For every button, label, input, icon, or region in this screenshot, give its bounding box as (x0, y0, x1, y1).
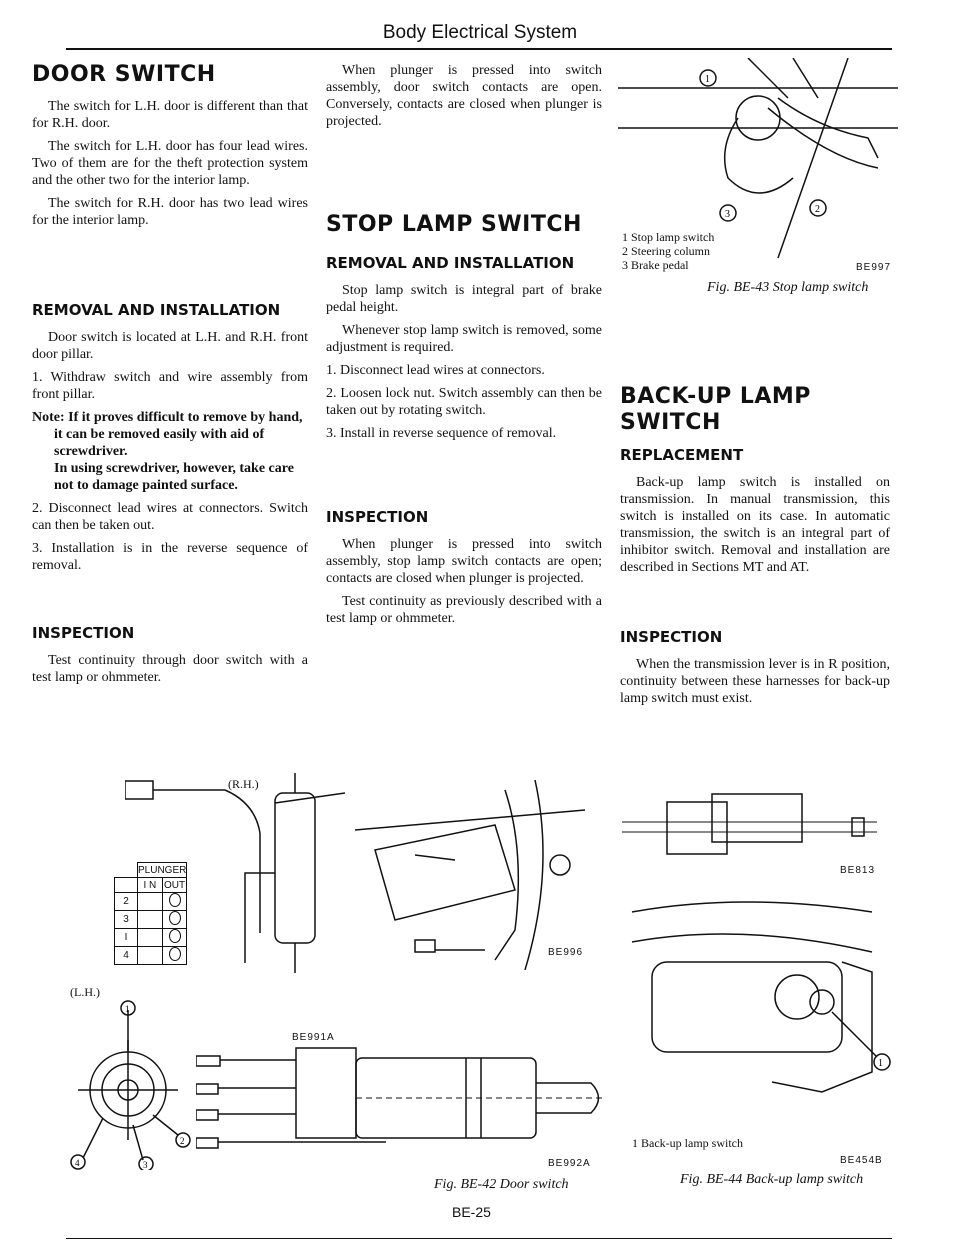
callout-1: 1 (878, 1058, 883, 1069)
row-label-3: I (115, 929, 138, 947)
plunger-header: PLUNGER (138, 864, 187, 876)
inspection-title: INSPECTION (32, 624, 135, 642)
stop-removal-p1: Stop lamp switch is integral part of brake pedal height. (326, 283, 602, 315)
out-label: OUT (163, 879, 186, 891)
callout-1: 1 (125, 1004, 130, 1014)
stop-step-3: 3. Install in reverse sequence of removal. (326, 426, 557, 441)
stop-step-1: 1. Disconnect lead wires at connectors. (326, 363, 545, 378)
in-label: I N (138, 878, 163, 893)
stop-inspection-p2: Test continuity as previously described with a test lamp or ohmmeter. (326, 594, 602, 626)
stop-removal-title: REMOVAL AND INSTALLATION (326, 254, 575, 272)
door-switch-intro-2: The switch for L.H. door has four lead wires. Two of them are for the theft protection system and the other two for the interior lamp. (32, 139, 308, 188)
continuity-circle (169, 947, 181, 961)
lh-switch-side-view (196, 1038, 616, 1158)
stop-step-2: 2. Loosen lock nut. Switch assembly can then be taken out by rotating switch. (326, 386, 602, 418)
continuity-circle (169, 929, 181, 943)
removal-title: REMOVAL AND INSTALLATION (32, 301, 281, 319)
plunger-table (114, 862, 187, 965)
callout-3: 3 (143, 1160, 148, 1170)
door-pillar-illustration (355, 780, 605, 970)
stop-lamp-title: STOP LAMP SWITCH (326, 212, 582, 237)
backup-lamp-switch-illustration (622, 882, 892, 1122)
fig42-caption: Fig. BE-42 Door switch (434, 1177, 569, 1192)
be996-code: BE996 (548, 947, 584, 958)
continuity-circle (169, 893, 181, 907)
callout-3: 3 (725, 209, 730, 220)
continuity-circle (169, 911, 181, 925)
header-rule (66, 48, 892, 50)
be991a-code: BE991A (292, 1032, 335, 1043)
backup-lamp-section (620, 384, 890, 713)
stop-removal-p2: Whenever stop lamp switch is removed, some adjustment is required. (326, 323, 602, 355)
row-label-2: 3 (115, 911, 138, 929)
fig44-code: BE454B (840, 1155, 883, 1166)
stop-lamp-column (326, 62, 602, 633)
fig43-code: BE997 (856, 262, 892, 273)
fig43-legend-2: 2 Steering column (622, 244, 710, 258)
replacement-text: Back-up lamp switch is installed on transmission. In manual transmission, this switch is installed on its case. In automatic transmission, the switch is an integral part of inhibitor switch. Removal and installation are described in Sections MT and AT. (620, 475, 890, 575)
be992a-code: BE992A (548, 1158, 591, 1169)
removal-step-1: 1. Withdraw switch and wire assembly from front pillar. (32, 370, 308, 402)
backup-switch-diagram (622, 792, 882, 864)
note-line-2: In using screwdriver, however, take care not to damage painted surface. (54, 461, 294, 493)
removal-step-3: 3. Installation is in the reverse sequence of removal. (32, 541, 308, 573)
backup-inspection-text: When the transmission lever is in R position, continuity between these harnesses for back-up lamp switch must exist. (620, 657, 890, 706)
note-line-1: If it proves difficult to remove by hand, it can be removed easily with aid of screwdriver. (54, 410, 303, 459)
door-switch-intro-3: The switch for R.H. door has two lead wires for the interior lamp. (32, 196, 308, 228)
be813-code: BE813 (840, 865, 876, 876)
fig44-caption: Fig. BE-44 Back-up lamp switch (680, 1172, 864, 1187)
page-header: Body Electrical System (382, 22, 578, 43)
fig43-caption: Fig. BE-43 Stop lamp switch (707, 280, 869, 295)
row-label-1: 2 (115, 893, 138, 911)
page-number: BE-25 (452, 1204, 491, 1220)
footer-rule (66, 1238, 892, 1239)
fig43-legend (622, 230, 714, 272)
stop-inspection-title: INSPECTION (326, 508, 429, 526)
door-switch-intro-1: The switch for L.H. door is different than that for R.H. door. (32, 99, 308, 131)
backup-title: BACK-UP LAMP SWITCH (620, 384, 811, 435)
note-label: Note: (32, 410, 65, 425)
row-label-4: 4 (115, 947, 138, 965)
fig44-legend: 1 Back-up lamp switch (632, 1136, 743, 1150)
stop-inspection-p1: When plunger is pressed into switch assembly, stop lamp switch contacts are open; contacts are closed when plunger is projected. (326, 537, 602, 586)
removal-step-2: 2. Disconnect lead wires at connectors. Switch can then be taken out. (32, 501, 308, 533)
door-switch-title: DOOR SWITCH (32, 62, 216, 87)
removal-note (32, 409, 308, 494)
callout-4: 4 (75, 1158, 80, 1168)
callout-1: 1 (705, 74, 710, 85)
callout-2: 2 (815, 204, 820, 215)
callout-2: 2 (180, 1136, 185, 1146)
fig43-legend-1: 1 Stop lamp switch (622, 230, 715, 244)
rh-label: (R.H.) (228, 777, 259, 791)
inspection-text: Test continuity through door switch with a test lamp or ohmmeter. (32, 653, 308, 685)
replacement-title: REPLACEMENT (620, 446, 744, 464)
fig43-legend-3: 3 Brake pedal (622, 258, 689, 272)
door-switch-continuation: When plunger is pressed into switch assembly, door switch contacts are open. Conversely, contacts are closed when plunger is projected. (326, 63, 602, 129)
door-switch-section (32, 62, 308, 692)
removal-intro: Door switch is located at L.H. and R.H. front door pillar. (32, 330, 308, 362)
backup-inspection-title: INSPECTION (620, 628, 723, 646)
lh-label: (L.H.) (70, 985, 100, 999)
lh-switch-front-view (58, 1000, 198, 1170)
